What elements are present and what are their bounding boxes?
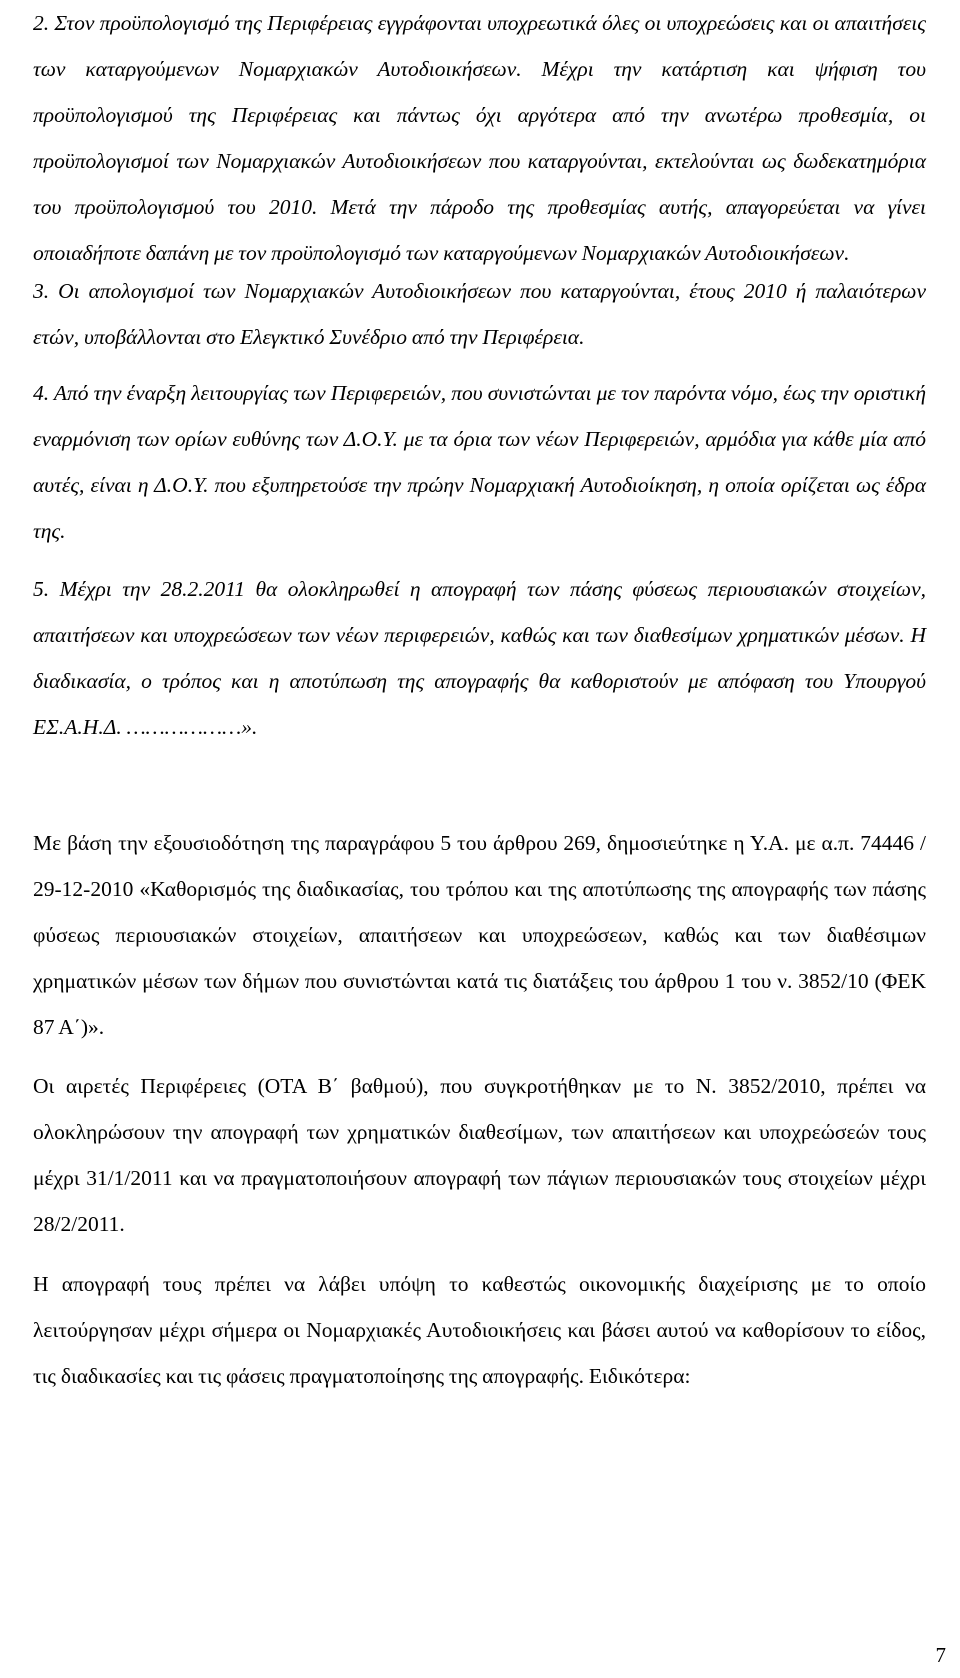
- paragraph-3-accounts: 3. Οι απολογισμοί των Νομαρχιακών Αυτοδιοικήσεων που καταργούνται, έτους 2010 ή παλαιότερων ετών, υποβάλλονται στο Ελεγκτικό Συνέδριο από την Περιφέρεια.: [33, 279, 926, 349]
- paragraph-inventory-regime: Η απογραφή τους πρέπει να λάβει υπόψη το καθεστώς οικονομικής διαχείρισης με το οποίο λειτούργησαν μέχρι σήμερα οι Νομαρχιακές Αυτοδιοικήσεις και βάσει αυτού να καθορίσουν το είδος, τις διαδικασίες και τις φάσεις πραγματοποίησης της απογραφής. Ειδικότερα:: [33, 1272, 926, 1388]
- paragraph-4-tax-offices: 4. Από την έναρξη λειτουργίας των Περιφερειών, που συνιστώνται με τον παρόντα νόμο, έως την οριστική εναρμόνιση των ορίων ευθύνης των Δ.Ο.Υ. με τα όρια των νέων Περιφερειών, αρμόδια για κάθε μία από αυτές, είναι η Δ.Ο.Υ. που εξυπηρετούσε την πρώην Νομαρχιακή Αυτοδιοίκηση, η οποία ορίζεται ως έδρα της.: [33, 381, 926, 543]
- paragraph-5-inventory: 5. Μέχρι την 28.2.2011 θα ολοκληρωθεί η απογραφή των πάσης φύσεως περιουσιακών στοιχείων, απαιτήσεων και υποχρεώσεων των νέων περιφερειών, καθώς και των διαθεσίμων χρηματικών μέσων. Η διαδικασία, ο τρόπος και η αποτύπωση της απογραφής θα καθοριστούν με απόφαση του Υπουργού ΕΣ.Α.Η.Δ. ………………».: [33, 577, 926, 739]
- paragraph-2-budget: 2. Στον προϋπολογισμό της Περιφέρειας εγγράφονται υποχρεωτικά όλες οι υποχρεώσεις και οι απαιτήσεις των καταργούμενων Νομαρχιακών Αυτοδιοικήσεων. Μέχρι την κατάρτιση και ψήφιση του προϋπολογισμού της Περιφέρειας και πάντως όχι αργότερα από την ανωτέρω προθεσμία, οι προϋπολογισμοί των Νομαρχιακών Αυτοδιοικήσεων που καταργούνται, εκτελούνται ως δωδεκατημόρια του προϋπολογισμού του 2010. Μετά την πάροδο της προθεσμίας αυτής, απαγορεύεται να γίνει οποιαδήποτε δαπάνη με τον προϋπολογισμό των καταργούμενων Νομαρχιακών Αυτοδιοικήσεων.: [33, 11, 926, 265]
- paragraph-ministerial-decision: Με βάση την εξουσιοδότηση της παραγράφου 5 του άρθρου 269, δημοσιεύτηκε η Υ.Α. με α.π. 74446 / 29-12-2010 «Καθορισμός της διαδικασίας, του τρόπου και της αποτύπωσης της απογραφής των πάσης φύσεως περιουσιακών στοιχείων, απαιτήσεων και υποχρεώσεων, καθώς και των διαθέσιμων χρηματικών μέσων των δήμων που συνιστώνται κατά τις διατάξεις του άρθρου 1 του ν. 3852/10 (ΦΕΚ 87 Α΄)».: [33, 831, 926, 1039]
- page-number: 7: [935, 1643, 946, 1667]
- document-page: [33, 0, 926, 1399]
- paragraph-regions-deadline: Οι αιρετές Περιφέρειες (ΟΤΑ Β΄ βαθμού), που συγκροτήθηκαν με το Ν. 3852/2010, πρέπει να ολοκληρώσουν την απογραφή των χρηματικών διαθεσίμων, των απαιτήσεων και υποχρεώσεών τους μέχρι 31/1/2011 και να πραγματοποιήσουν απογραφή των πάγιων περιουσιακών τους στοιχείων μέχρι 28/2/2011.: [33, 1074, 926, 1236]
